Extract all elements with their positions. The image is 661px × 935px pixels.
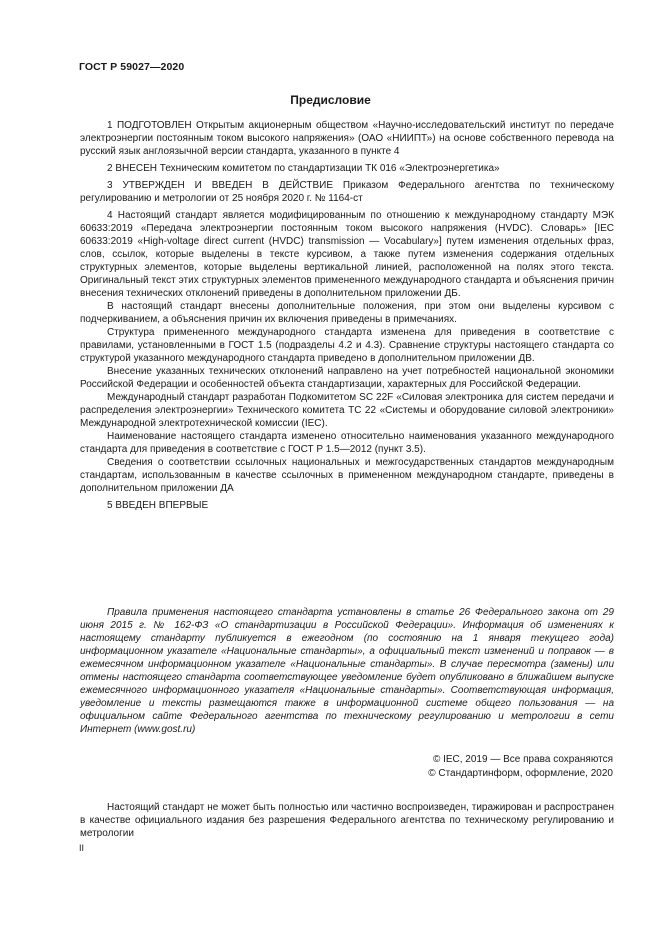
notice-block [80, 606, 614, 736]
paragraph-name-change: Наименование настоящего стандарта изменено относительно наименования указанного международного стандарта для приведения в соответствие с ГОСТ Р 1.5—2012 (пункт 3.5). [80, 431, 614, 455]
reproduction-section [80, 801, 614, 840]
paragraph-structure: Структура примененного международного стандарта изменена для приведения в соответствие с правилами, установленными в ГОСТ 1.5 (подразделы 4.2 и 4.3). Сравнение структуры настоящего стандарта со структурой указанного международного стандарта приведено в дополнительном приложении ДВ. [80, 327, 614, 364]
paragraph-approved: 3 УТВЕРЖДЕН И ВВЕДЕН В ДЕЙСТВИЕ Приказом Федерального агентства по техническому регулированию и метрологии от 25 ноября 2020 г. № 1164-ст [80, 180, 614, 204]
paragraph-first-introduced: 5 ВВЕДЕН ВПЕРВЫЕ [107, 500, 209, 511]
foreword-section [80, 119, 614, 512]
paragraph-introduced: 2 ВНЕСЕН Техническим комитетом по стандартизации ТК 016 «Электроэнергетика» [107, 163, 500, 174]
copyright-iec: © IEC, 2019 — Все права сохраняются [432, 754, 613, 765]
standard-id-header: ГОСТ Р 59027—2020 [79, 61, 185, 73]
paragraph-deviations: Внесение указанных технических отклонений направлено на учет потребностей национальной экономики Российской Федерации и особенностей объекта стандартизации, характерных для Российской Федерации. [80, 366, 614, 390]
page-number: II [79, 843, 85, 853]
paragraph-developer: Международный стандарт разработан Подкомитетом SC 22F «Силовая электроника для систем передачи и распределения электроэнергии» Технического комитета TC 22 «Системы и оборудование силовой электроники» Международной электротехнической комиссии (IEC). [80, 392, 614, 429]
reproduction-notice: Настоящий стандарт не может быть полностью или частично воспроизведен, тиражирован и распространен в качестве официального издания без разрешения Федерального агентства по техническому регулированию и метрологии [80, 802, 614, 839]
notice-text: Правила применения настоящего стандарта установлены в статье 26 Федерального закона от 29 июня 2015 г. № 162-ФЗ «О стандартизации в Российской Федерации». Информация об изменениях к настоящему стандарту публикуется в ежегодном (по состоянию на 1 января текущего года) информационном указателе «Национальные стандарты», а официальный текст изменений и поправок — в ежемесячном информационном указателе «Национальные стандарты». В случае пересмотра (замены) или отмены настоящего стандарта соответствующее уведомление будет опубликовано в ближайшем выпуске ежемесячного информационного указателя «Национальные стандарты». Соответствующая информация, уведомление и тексты размещаются также в информационной системе общего пользования — на официальном сайте Федерального агентства по техническому регулированию и метрологии в сети Интернет (www.gost.ru) [80, 607, 614, 735]
copyright-block [428, 753, 613, 781]
paragraph-references: Сведения о соответствии ссылочных национальных и межгосударственных стандартов международным стандартам, использованным в качестве ссылочных в примененном международном стандарте, приведены в дополнительном приложении ДА [80, 457, 614, 494]
paragraph-additions: В настоящий стандарт внесены дополнительные положения, при этом они выделены курсивом с подчеркиванием, а объяснения причин их включения приведены в примечаниях. [80, 301, 614, 325]
page-title: Предисловие [290, 93, 371, 107]
copyright-standartinform: © Стандартинформ, оформление, 2020 [428, 768, 613, 779]
paragraph-prepared: 1 ПОДГОТОВЛЕН Открытым акционерным обществом «Научно-исследовательский институт по передаче электроэнергии постоянным током высокого напряжения» (ОАО «НИИПТ») на основе собственного перевода на русский язык англоязычной версии стандарта, указанного в пункте 4 [80, 120, 614, 157]
paragraph-modified: 4 Настоящий стандарт является модифицированным по отношению к международному стандарту МЭК 60633:2019 «Передача электроэнергии постоянным током высокого напряжения (HVDC). Словарь» [IEC 60633:2019 «High-voltage direct current (HVDC) transmission — Vocabulary»] путем изменения отдельных фраз, слов, ссылок, которые выделены в тексте курсивом, а также путем изменения содержания отдельных структурных элементов, которые выделены вертикальной линией, расположенной на полях этого текста. Оригинальный текст этих структурных элементов примененного международного стандарта и объяснения причин внесения технических отклонений приведены в дополнительном приложении ДБ. [80, 210, 614, 299]
